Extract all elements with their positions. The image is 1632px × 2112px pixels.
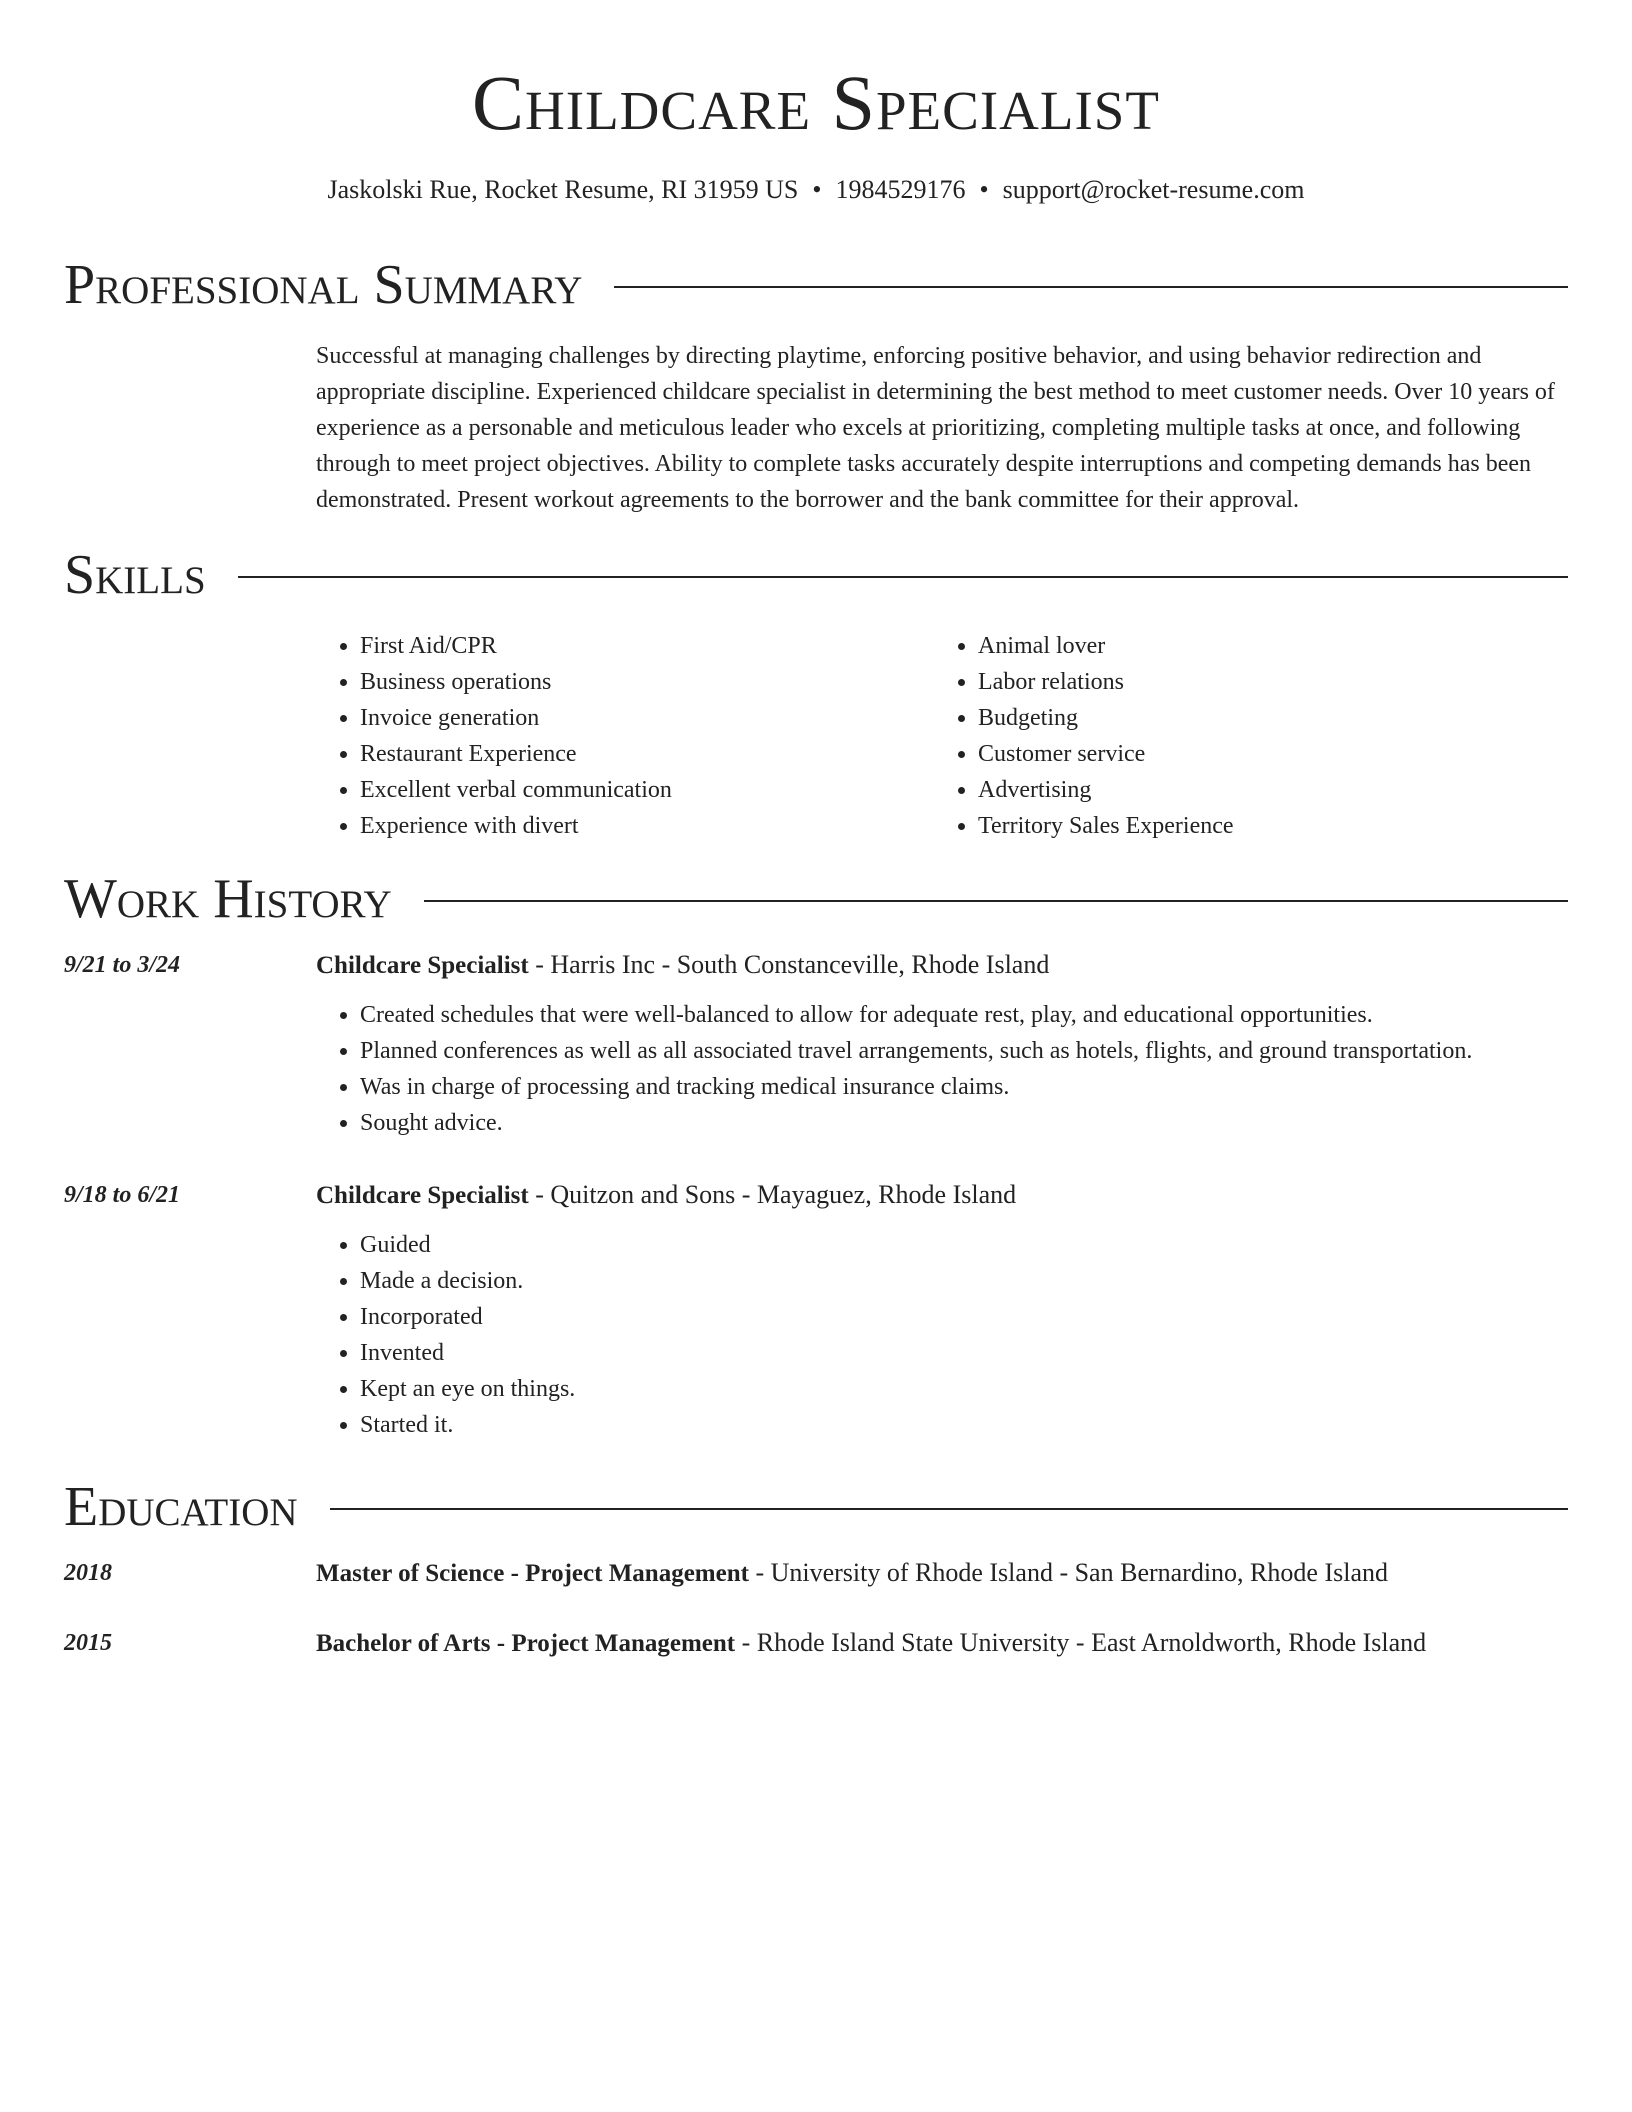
skill-item: • Restaurant Experience	[360, 736, 934, 772]
education-year: 2018	[64, 1560, 112, 1586]
job-bullet: • Made a decision.	[360, 1263, 1568, 1299]
skills-heading: Skills	[64, 544, 206, 606]
job-bullet: • Sought advice.	[360, 1105, 1568, 1141]
skills-column-left	[316, 628, 934, 844]
education-degree: Bachelor of Arts - Project Management	[316, 1630, 736, 1657]
job-title: Childcare Specialist	[316, 952, 529, 979]
education-heading: Education	[64, 1476, 298, 1538]
skill-item: • Territory Sales Experience	[978, 808, 1552, 844]
education-year: 2015	[64, 1630, 112, 1656]
contact-separator: •	[979, 175, 989, 204]
section-divider	[424, 900, 1568, 902]
job-bullets	[316, 1227, 1568, 1443]
job-bullet: • Started it.	[360, 1407, 1568, 1443]
skill-item: • Labor relations	[978, 664, 1552, 700]
contact-phone: 1984529176	[835, 175, 966, 204]
skill-item: • Invoice generation	[360, 700, 934, 736]
skill-item: • Animal lover	[978, 628, 1552, 664]
education-details: - Rhode Island State University - East Arnoldworth, Rhode Island	[735, 1628, 1427, 1657]
section-divider	[330, 1508, 1568, 1510]
job-header	[316, 947, 1568, 984]
skill-item: • Advertising	[978, 772, 1552, 808]
contact-email[interactable]: support@rocket-resume.com	[1002, 175, 1305, 204]
skills-column-right	[934, 628, 1552, 844]
job-bullets	[316, 997, 1568, 1141]
section-divider	[238, 576, 1568, 578]
education-entry	[64, 1555, 1568, 1591]
work-section-heading	[64, 864, 1568, 934]
skill-item: • Budgeting	[978, 700, 1552, 736]
job-details: - Quitzon and Sons - Mayaguez, Rhode Island	[528, 1180, 1017, 1209]
education-degree: Master of Science - Project Management	[316, 1560, 749, 1587]
resume-title: Childcare Specialist	[472, 59, 1160, 146]
skill-item: • First Aid/CPR	[360, 628, 934, 664]
work-heading: Work History	[64, 868, 392, 930]
job-bullet: • Planned conferences as well as all associated travel arrangements, such as hotels, flights, and ground transportation.	[360, 1033, 1568, 1069]
summary-text: Successful at managing challenges by directing playtime, enforcing positive behavior, and using behavior redirection and appropriate discipline. Experienced childcare specialist in determining the best method to meet customer needs. Over 10 years of experience as a personable and meticulous leader who excels at prioritizing, completing multiple tasks at once, and following through to meet project objectives. Ability to complete tasks accurately despite interruptions and competing demands has been demonstrated. Present workout agreements to the borrower and the bank committee for their approval.	[316, 343, 1555, 513]
contact-line	[0, 172, 1632, 208]
job-dates: 9/21 to 3/24	[64, 952, 181, 978]
education-entry	[64, 1625, 1568, 1661]
job-header	[316, 1177, 1568, 1214]
skill-item: • Business operations	[360, 664, 934, 700]
skills-section-heading	[64, 540, 1568, 610]
skill-item: • Experience with divert	[360, 808, 934, 844]
job-bullet: • Guided	[360, 1227, 1568, 1263]
job-title: Childcare Specialist	[316, 1182, 529, 1209]
education-header	[316, 1555, 1388, 1592]
job-bullet: • Was in charge of processing and tracking medical insurance claims.	[360, 1069, 1568, 1105]
contact-separator: •	[812, 175, 822, 204]
job-bullet: • Invented	[360, 1335, 1568, 1371]
job-bullet: • Created schedules that were well-balanced to allow for adequate rest, play, and educational opportunities.	[360, 997, 1568, 1033]
job-dates: 9/18 to 6/21	[64, 1182, 181, 1208]
section-divider	[614, 286, 1568, 288]
skill-item: • Customer service	[978, 736, 1552, 772]
job-details: - Harris Inc - South Constanceville, Rhode Island	[528, 950, 1050, 979]
job-bullet: • Incorporated	[360, 1299, 1568, 1335]
education-section-heading	[64, 1472, 1568, 1542]
education-details: - University of Rhode Island - San Bernardino, Rhode Island	[748, 1558, 1388, 1587]
summary-section-heading	[64, 250, 1568, 320]
skills-list	[316, 628, 1568, 844]
contact-address: Jaskolski Rue, Rocket Resume, RI 31959 US	[327, 175, 799, 204]
job-bullet: • Kept an eye on things.	[360, 1371, 1568, 1407]
skill-item: • Excellent verbal communication	[360, 772, 934, 808]
summary-heading: Professional Summary	[64, 254, 583, 316]
education-header	[316, 1625, 1426, 1662]
